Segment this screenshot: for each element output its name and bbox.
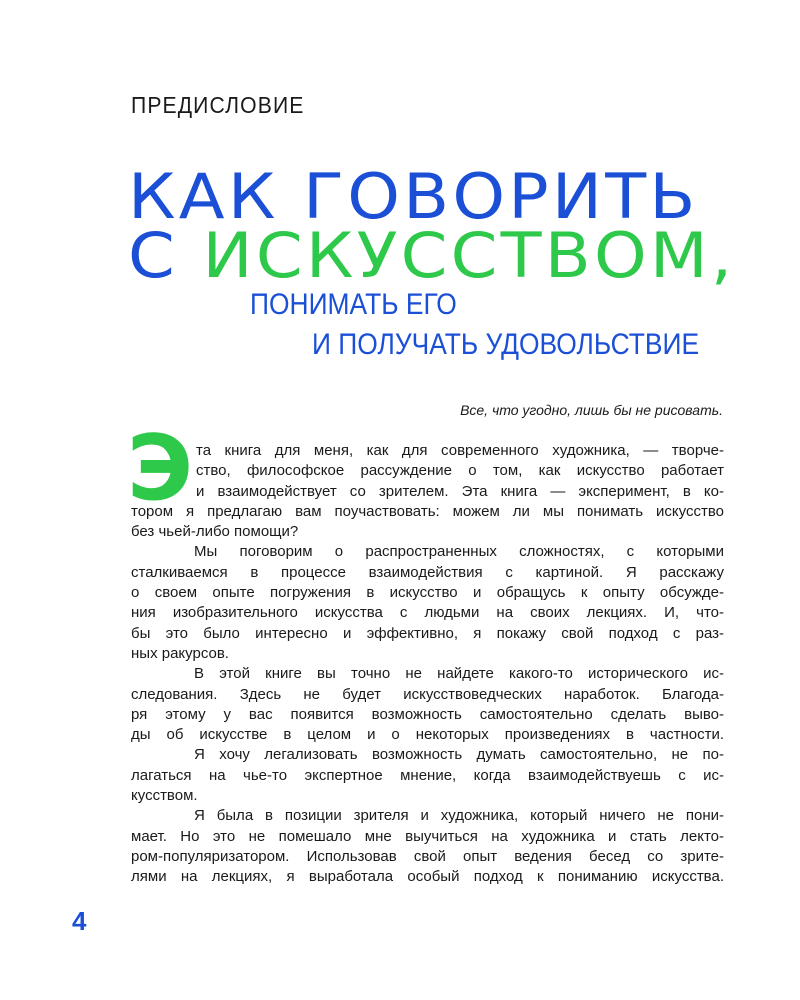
body-line: ря этому у вас появится возможность самостоятельно сделать выво- — [131, 705, 724, 723]
body-line: мает. Но это не помешало мне выучиться на художника и стать лекто- — [131, 827, 724, 845]
subtitle-line-1: ПОНИМАТЬ ЕГО — [250, 288, 457, 321]
body-text — [131, 441, 724, 888]
body-line: следования. Здесь не будет искусствоведческих наработок. Благода- — [131, 685, 724, 703]
body-line: ных ракурсов. — [131, 644, 229, 662]
drop-cap: Э — [127, 416, 194, 521]
epigraph: Все, что угодно, лишь бы не рисовать. — [460, 402, 723, 418]
body-line: Я хочу легализовать возможность думать самостоятельно, не по- — [194, 746, 724, 764]
subtitle-line-2: И ПОЛУЧАТЬ УДОВОЛЬСТВИЕ — [312, 328, 700, 361]
body-line: В этой книге вы точно не найдете какого-то исторического ис- — [194, 665, 724, 683]
body-line: ды об искусстве в целом и о некоторых произведениях в частности. — [131, 726, 724, 744]
body-line: и взаимодействует со зрителем. Эта книга — эксперимент, в ко- — [196, 482, 724, 500]
body-line: та книга для меня, как для современного художника, — творче- — [196, 442, 724, 459]
section-label: ПРЕДИСЛОВИЕ — [131, 92, 305, 118]
body-line: ния изобразительного искусства с людьми на своих лекциях. И, что- — [131, 604, 724, 622]
title-line-1: КАК ГОВОРИТЬ — [128, 160, 699, 233]
title-line-2 — [128, 219, 736, 292]
body-line: тором я предлагаю вам поучаствовать: можем ли мы понимать искусство — [131, 502, 724, 520]
body-line: о своем опыте погружения в искусство и обращусь к опыту обсужде- — [131, 584, 724, 602]
body-line: кусством. — [131, 787, 198, 805]
body-line: ром-популяризатором. Использовав свой опыт ведения бесед со зрите- — [131, 847, 724, 865]
body-line: сталкиваемся в процессе взаимодействия с картиной. Я расскажу — [131, 563, 724, 581]
title-word-with: С — [128, 219, 203, 292]
body-line: лями на лекциях, я выработала особый подход к пониманию искусства. — [131, 868, 724, 886]
page-number: 4 — [72, 906, 87, 936]
body-line: Мы поговорим о распространенных сложностях, с которыми — [194, 543, 724, 561]
body-line: Я была в позиции зрителя и художника, который ничего не пони- — [194, 807, 724, 825]
body-line: бы это было интересно и эффективно, я покажу свой подход с раз- — [131, 624, 724, 642]
title-word-art: ИСКУССТВОМ, — [202, 219, 736, 292]
body-line: ство, философское рассуждение о том, как искусство работает — [196, 462, 724, 480]
body-line: без чьей-либо помощи? — [131, 523, 299, 541]
body-line: лагаться на чье-то экспертное мнение, когда взаимодействуешь с ис- — [131, 766, 724, 784]
